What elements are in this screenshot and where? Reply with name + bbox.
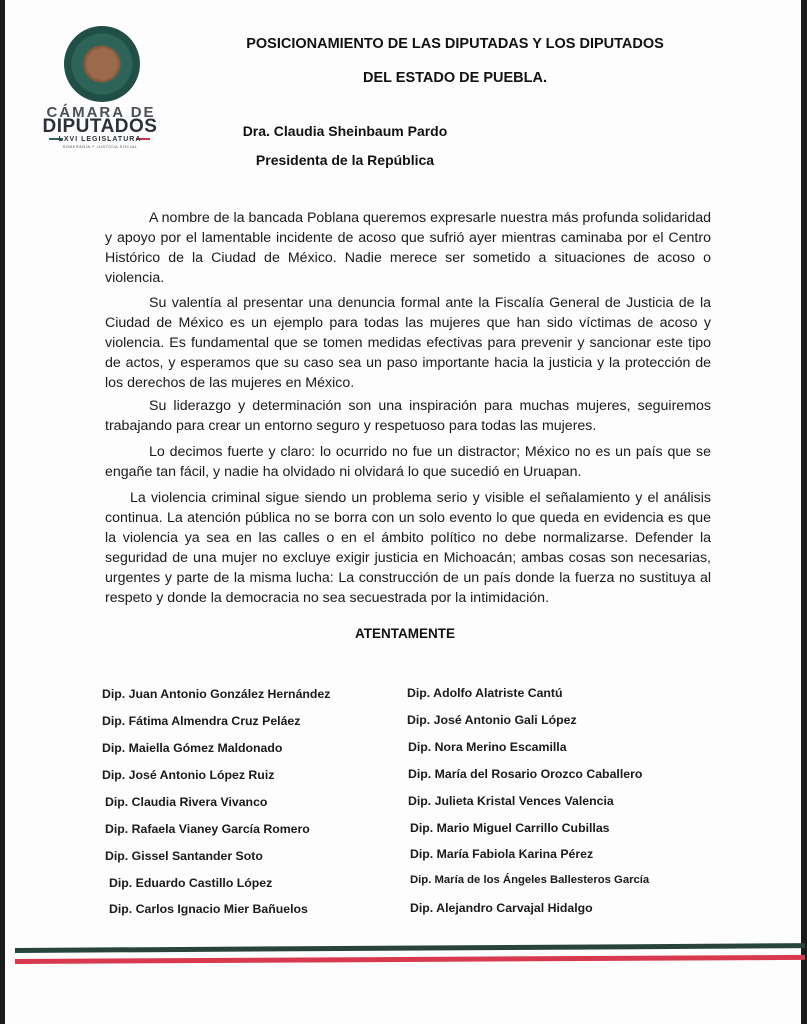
signatory: Dip. Julieta Kristal Vences Valencia [408, 794, 614, 808]
signatory: Dip. Adolfo Alatriste Cantú [407, 686, 563, 700]
footer-red-stripe [15, 955, 805, 964]
signatory: Dip. Mario Miguel Carrillo Cubillas [410, 821, 610, 835]
signatory: Dip. Nora Merino Escamilla [408, 740, 567, 754]
signatory: Dip. Juan Antonio González Hernández [102, 687, 331, 701]
signatory: Dip. José Antonio Gali López [407, 713, 577, 727]
signatory: Dip. Alejandro Carvajal Hidalgo [410, 901, 593, 915]
logo-line-2: DIPUTADOS [42, 116, 158, 137]
body-paragraph-4: Lo decimos fuerte y claro: lo ocurrido no fue un distractor; México no es un país que se engañe tan fácil, y nadie ha olvidado ni olvidará lo que sucedió en Uruapan. [105, 444, 711, 480]
logo-motto: SOBERANÍA Y JUSTICIA SOCIAL [62, 144, 138, 149]
signatory: Dip. María Fabiola Karina Pérez [410, 847, 594, 861]
addressee-role: Presidenta de la República [255, 152, 435, 168]
signatory: Dip. Gissel Santander Soto [105, 849, 263, 863]
signatory: Dip. Claudia Rivera Vivanco [105, 795, 268, 809]
document-title-line-2: DEL ESTADO DE PUEBLA. [363, 70, 547, 86]
addressee-name: Dra. Claudia Sheinbaum Pardo [242, 123, 448, 139]
coat-of-arms-icon [64, 26, 140, 102]
document-title-line-1: POSICIONAMIENTO DE LAS DIPUTADAS Y LOS DIPUTADOS [246, 36, 664, 52]
signatory: Dip. Eduardo Castillo López [109, 876, 273, 890]
signatory: Dip. María de los Ángeles Ballesteros García [410, 874, 650, 886]
body-paragraph-1: A nombre de la bancada Poblana queremos expresarle nuestra más profunda solidaridad y apoyo por el lamentable incidente de acoso que sufrió ayer mientras caminaba por el Centro Histórico de la Ciudad de México. Nadie merece ser sometido a situaciones de acoso o violencia. [105, 210, 711, 286]
closing-atentamente: ATENTAMENTE [355, 626, 455, 641]
signatory: Dip. Carlos Ignacio Mier Bañuelos [109, 902, 308, 916]
signatory: Dip. José Antonio López Ruiz [102, 768, 275, 782]
logo-line-1: CÁMARA DE [46, 104, 156, 121]
body-paragraph-2: Su valentía al presentar una denuncia formal ante la Fiscalía General de Justicia de la Ciudad de México es un ejemplo para todas las mujeres que han sido víctimas de acoso y violencia. Es fundamental que se tomen medidas efectivas para prevenir y sancionar este tipo de actos, y esperamos que su caso sea un paso importante hacia la justicia y la protección de los derechos de las mujeres en México. [105, 295, 711, 391]
document-page [5, 0, 801, 1024]
signatory: Dip. Fátima Almendra Cruz Peláez [102, 714, 301, 728]
signatory: Dip. Maiella Gómez Maldonado [102, 741, 283, 755]
body-paragraph-3: Su liderazgo y determinación son una inspiración para muchas mujeres, seguiremos trabajando para crear un entorno seguro y respetuoso para todas las mujeres. [105, 398, 711, 434]
body-paragraph-5: La violencia criminal sigue siendo un problema serio y visible el señalamiento y el análisis continua. La atención pública no se borra con un solo evento lo que queda en evidencia es que la violencia ya sea en las calles o en el ámbito político no debe normalizarse. Defender la seguridad de una mujer no excluye exigir justicia en Michoacán; ambas cosas son necesarias, urgentes y parte de la misma lucha: La construcción de un país donde la fuerza no sustituya al respeto y donde la democracia no sea secuestrada por la intimidación. [105, 490, 711, 606]
footer-green-stripe [15, 943, 805, 953]
signatory: Dip. María del Rosario Orozco Caballero [408, 767, 643, 781]
logo-legislatura: LXVI LEGISLATURA [58, 136, 142, 143]
signatory: Dip. Rafaela Vianey García Romero [105, 822, 310, 836]
